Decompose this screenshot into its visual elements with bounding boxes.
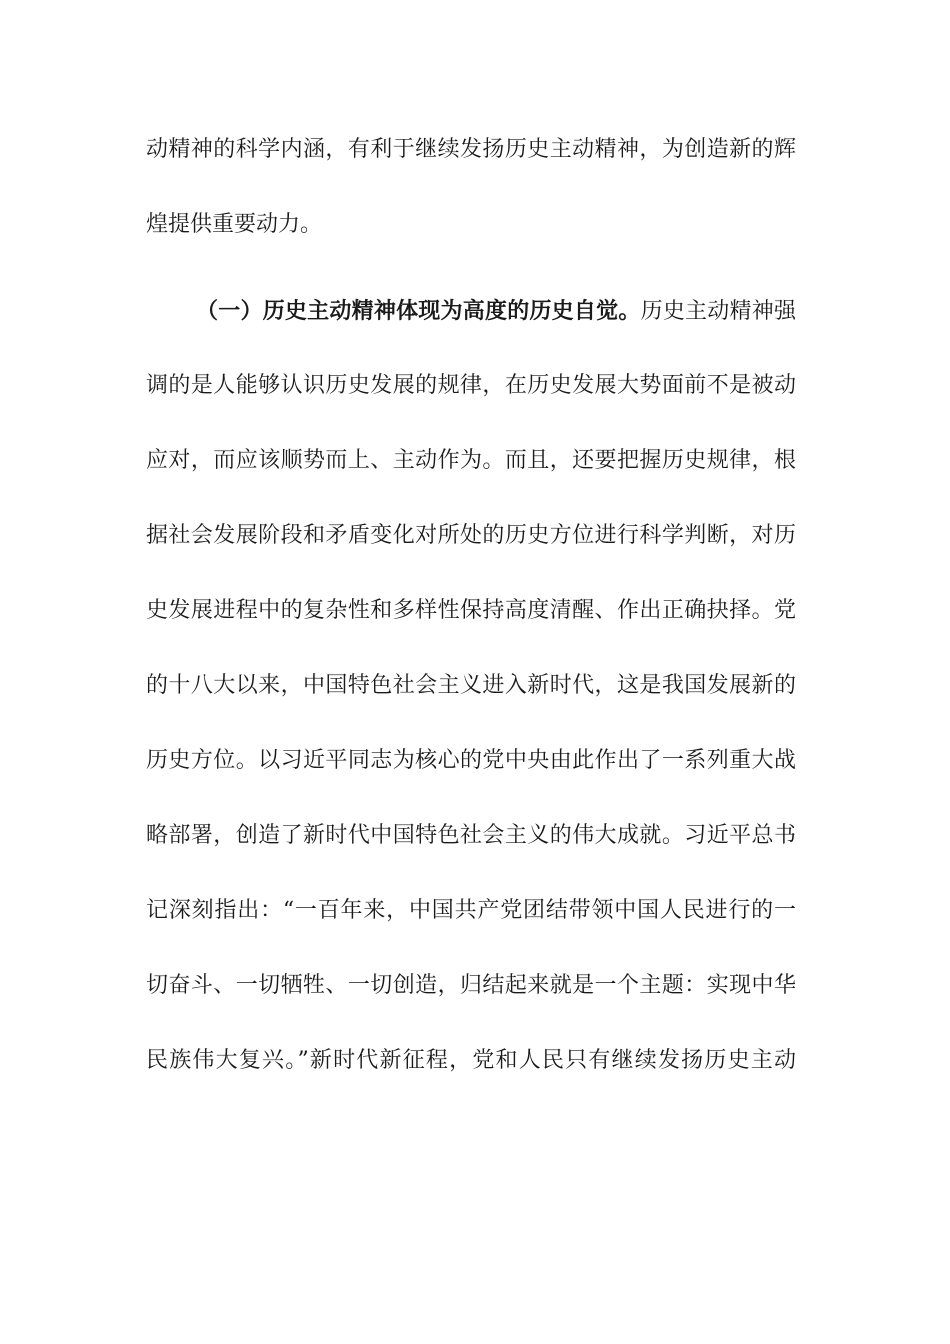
section-body-start: 历史主动精神强 xyxy=(640,299,796,324)
paragraph-line-9: 历史方位。以习近平同志为核心的党中央由此作出了一系列重大战 xyxy=(146,748,796,773)
paragraph-line-5: 应对，而应该顺势而上、主动作为。而且，还要把握历史规律，根 xyxy=(146,448,796,473)
paragraph-line-11: 记深刻指出：“一百年来，中国共产党团结带领中国人民进行的一 xyxy=(146,898,796,923)
section-heading-line xyxy=(196,296,796,327)
paragraph-line-4: 调的是人能够认识历史发展的规律，在历史发展大势面前不是被动 xyxy=(146,373,796,398)
section-heading: （一）历史主动精神体现为高度的历史自觉。 xyxy=(196,298,641,324)
paragraph-line-7: 史发展进程中的复杂性和多样性保持高度清醒、作出正确抉择。党 xyxy=(146,598,796,623)
paragraph-line-12: 切奋斗、一切牺牲、一切创造，归结起来就是一个主题：实现中华 xyxy=(146,973,796,998)
paragraph-line-2: 煌提供重要动力。 xyxy=(146,212,323,237)
paragraph-line-1: 动精神的科学内涵，有利于继续发扬历史主动精神，为创造新的辉 xyxy=(146,137,796,162)
paragraph-line-8: 的十八大以来，中国特色社会主义进入新时代，这是我国发展新的 xyxy=(146,673,796,698)
paragraph-line-10: 略部署，创造了新时代中国特色社会主义的伟大成就。习近平总书 xyxy=(146,823,796,848)
paragraph-line-13: 民族伟大复兴。”新时代新征程，党和人民只有继续发扬历史主动 xyxy=(146,1048,796,1073)
paragraph-line-6: 据社会发展阶段和矛盾变化对所处的历史方位进行科学判断，对历 xyxy=(146,523,796,548)
